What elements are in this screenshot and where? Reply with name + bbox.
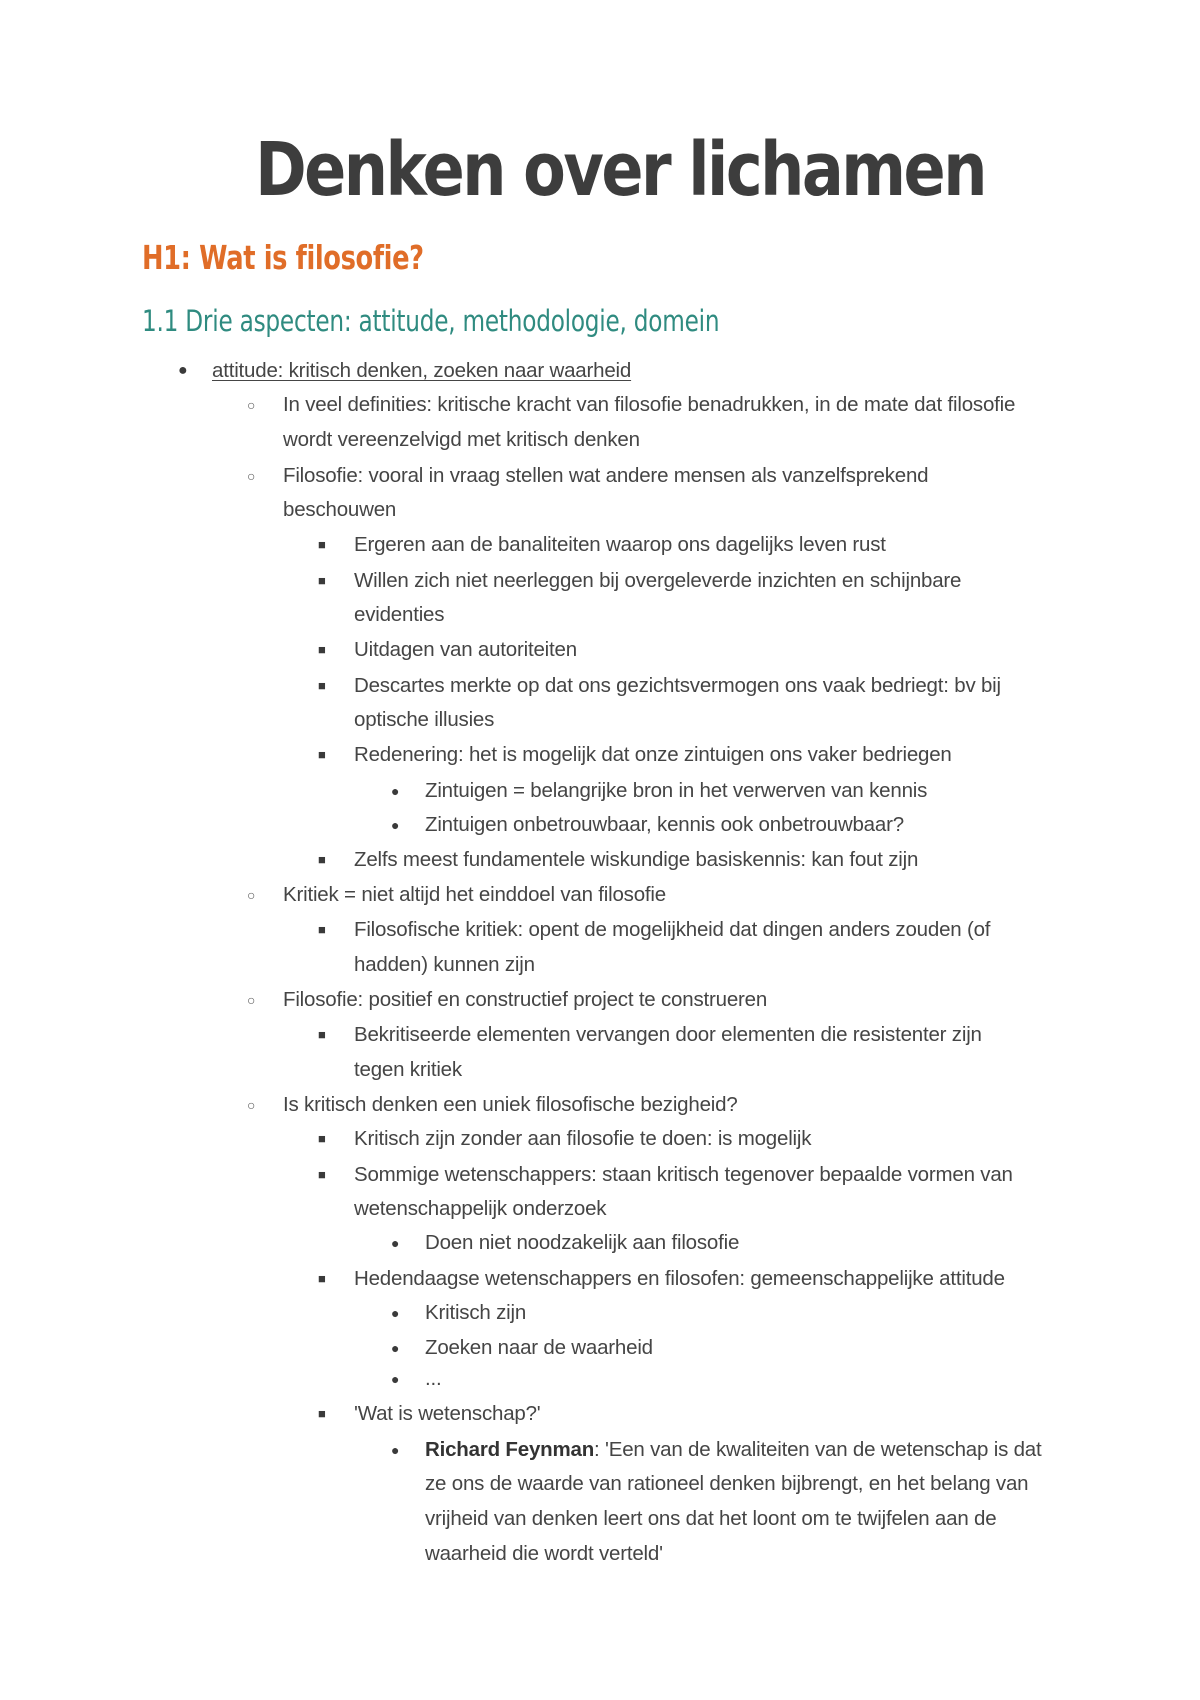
section-heading: 1.1 Drie aspecten: attitude, methodologie, domein [142,304,720,338]
bullet-square: ■ [318,747,326,762]
list-item-level4-quote [425,1433,1042,1467]
bullet-disc: ● [391,1371,400,1387]
bullet-square: ■ [318,1271,326,1286]
list-item-level3: Sommige wetenschappers: staan kritisch tegenover bepaalde vormen van [354,1163,1013,1186]
quote-text: : 'Een van de kwaliteiten van de wetenschap is dat [594,1438,1042,1461]
bullet-disc: ● [178,362,188,379]
list-item-level4: Zintuigen = belangrijke bron in het verwerven van kennis [425,779,928,802]
list-item-level3: Uitdagen van autoriteiten [354,638,577,661]
bullet-square: ■ [318,537,326,552]
bullet-circle: ○ [247,397,256,413]
list-item-level2-cont: wordt vereenzelvigd met kritisch denken [283,428,640,451]
list-item-level4-cont: ze ons de waarde van rationeel denken bijbrengt, en het belang van [425,1472,1029,1495]
list-item-level4: ... [425,1367,442,1390]
list-item-level2: Filosofie: vooral in vraag stellen wat andere mensen als vanzelfsprekend [283,464,929,487]
list-item-level3: Kritisch zijn zonder aan filosofie te doen: is mogelijk [354,1127,812,1150]
bullet-circle: ○ [247,887,256,903]
list-item-level3: Willen zich niet neerleggen bij overgeleverde inzichten en schijnbare [354,569,962,592]
bullet-square: ■ [318,1167,326,1182]
chapter-heading: H1: Wat is filosofie? [142,238,424,277]
bullet-disc: ● [391,817,400,833]
bullet-square: ■ [318,922,326,937]
bullet-square: ■ [318,1131,326,1146]
list-item-level4: Zintuigen onbetrouwbaar, kennis ook onbetrouwbaar? [425,813,904,836]
bullet-square: ■ [318,573,326,588]
list-item-level2: Filosofie: positief en constructief project te construeren [283,988,768,1011]
list-item-level3: Zelfs meest fundamentele wiskundige basiskennis: kan fout zijn [354,848,919,871]
list-item-level4-cont: vrijheid van denken leert ons dat het loont om te twijfelen aan de [425,1507,997,1530]
list-item-level3-cont: optische illusies [354,708,495,731]
bullet-disc: ● [391,1442,400,1458]
bullet-circle: ○ [247,1097,256,1113]
bullet-disc: ● [391,783,400,799]
list-item-level3: Bekritiseerde elementen vervangen door elementen die resistenter zijn [354,1023,982,1046]
bullet-disc: ● [391,1340,400,1356]
list-item-level3: Descartes merkte op dat ons gezichtsvermogen ons vaak bedriegt: bv bij [354,674,1001,697]
document-title: Denken over lichamen [255,127,985,213]
list-item-level2: Is kritisch denken een uniek filosofische bezigheid? [283,1093,738,1116]
bullet-square: ■ [318,678,326,693]
bullet-disc: ● [391,1305,400,1321]
list-item-level2: In veel definities: kritische kracht van filosofie benadrukken, in de mate dat filosofie [283,393,1016,416]
quote-author: Richard Feynman [425,1438,595,1461]
list-item-level2-cont: beschouwen [283,498,397,521]
bullet-circle: ○ [247,468,256,484]
list-item-level3-cont: tegen kritiek [354,1058,462,1081]
list-item-level3: Hedendaagse wetenschappers en filosofen: gemeenschappelijke attitude [354,1267,1005,1290]
list-item-level3: Redenering: het is mogelijk dat onze zintuigen ons vaker bedriegen [354,743,952,766]
list-item-level3-cont: hadden) kunnen zijn [354,953,535,976]
bullet-square: ■ [318,852,326,867]
list-item-level2: Kritiek = niet altijd het einddoel van filosofie [283,883,666,906]
list-item-level3: Filosofische kritiek: opent de mogelijkheid dat dingen anders zouden (of [354,918,991,941]
bullet-disc: ● [391,1235,400,1251]
list-item-level4: Doen niet noodzakelijk aan filosofie [425,1231,740,1254]
bullet-square: ■ [318,1406,326,1421]
bullet-square: ■ [318,642,326,657]
list-item-level3: 'Wat is wetenschap?' [354,1402,541,1425]
list-item-level1: attitude: kritisch denken, zoeken naar waarheid [212,359,632,382]
list-item-level3-cont: wetenschappelijk onderzoek [354,1197,607,1220]
list-item-level4-cont: waarheid die wordt verteld' [425,1542,663,1565]
list-item-level3-cont: evidenties [354,603,445,626]
bullet-square: ■ [318,1027,326,1042]
list-item-level4: Kritisch zijn [425,1301,527,1324]
list-item-level3: Ergeren aan de banaliteiten waarop ons dagelijks leven rust [354,533,886,556]
bullet-circle: ○ [247,992,256,1008]
list-item-level4: Zoeken naar de waarheid [425,1336,653,1359]
